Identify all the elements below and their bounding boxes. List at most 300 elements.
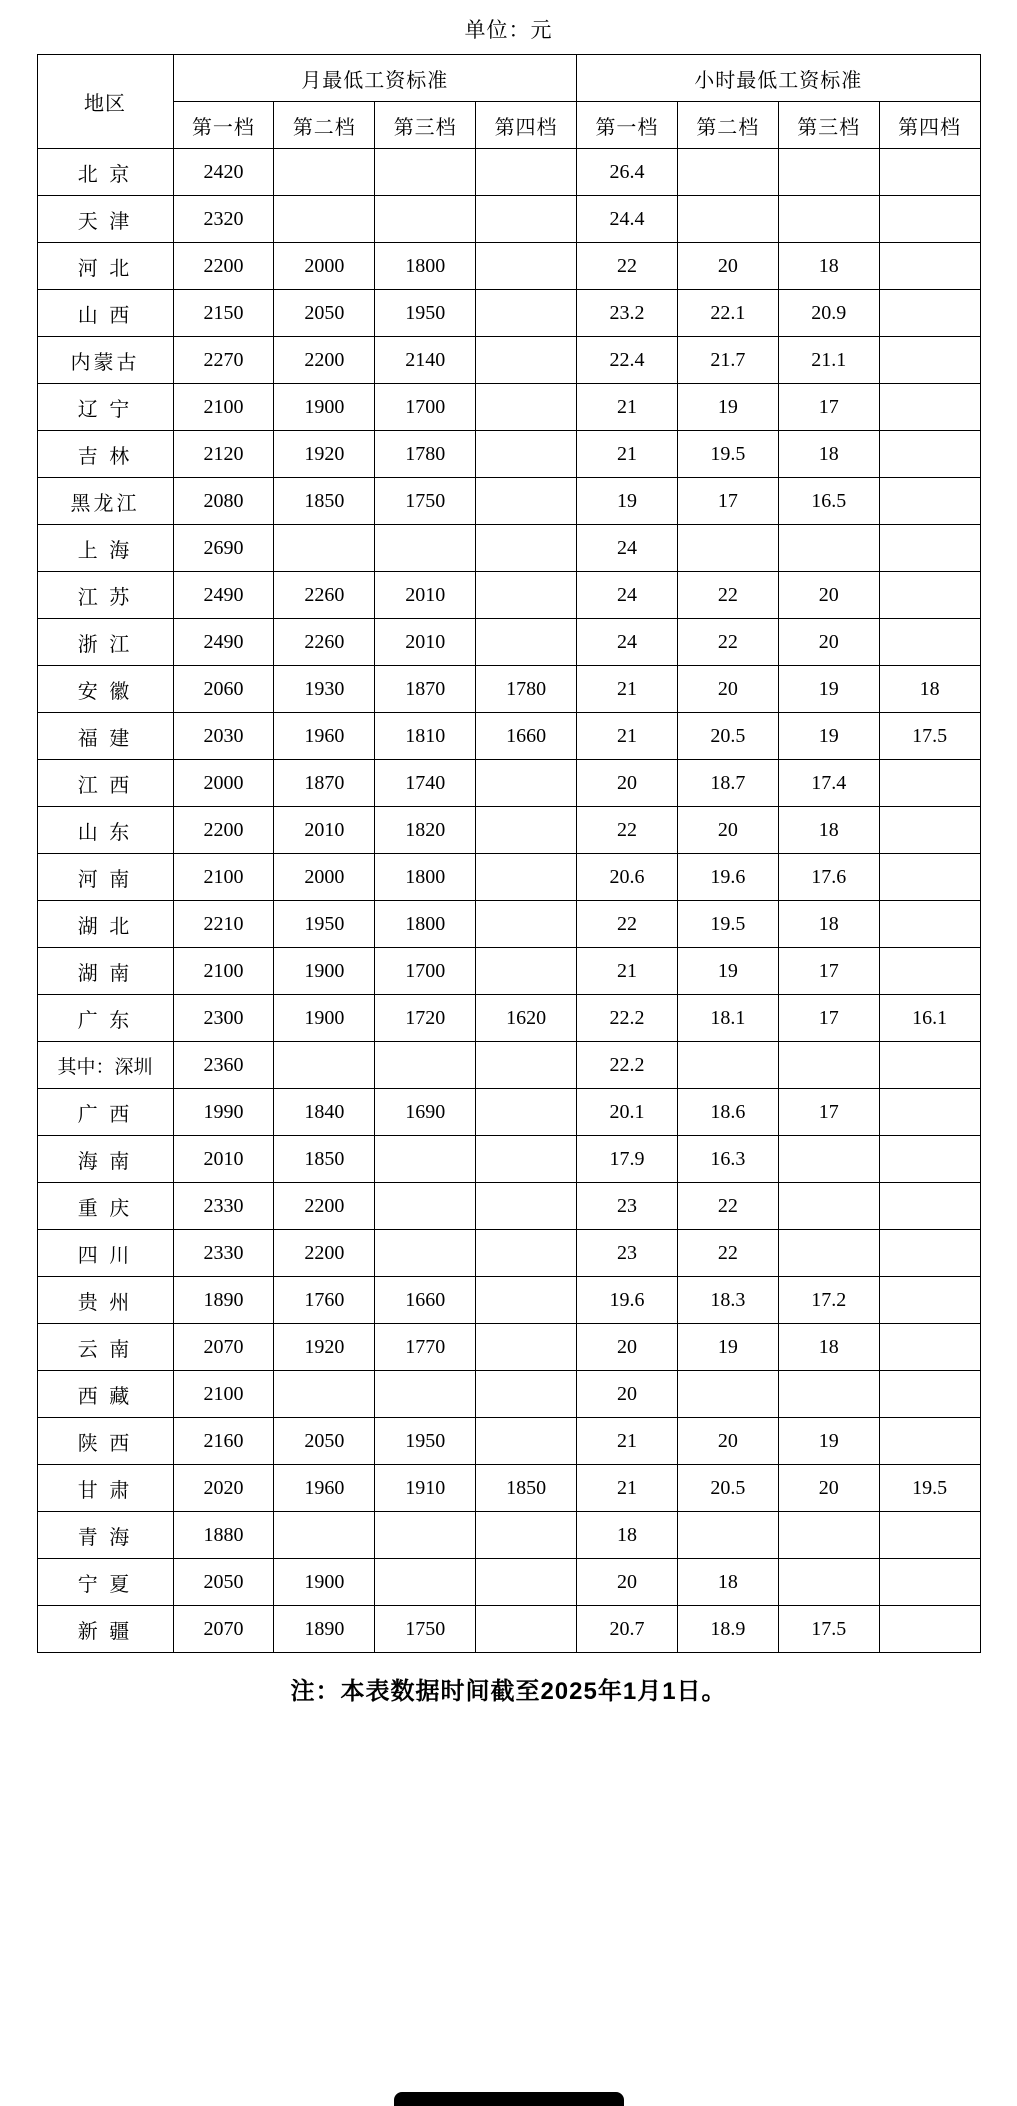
cell-hourly-tier-1: 19.6 [577, 1277, 678, 1324]
cell-hourly-tier-1: 22 [577, 243, 678, 290]
cell-monthly-tier-1: 2330 [173, 1230, 274, 1277]
table-row [37, 666, 980, 713]
cell-monthly-tier-1: 2070 [173, 1324, 274, 1371]
table-body [37, 149, 980, 1653]
table-header-row-tiers [37, 102, 980, 149]
cell-monthly-tier-3: 1700 [375, 384, 476, 431]
cell-hourly-tier-4: 17.5 [879, 713, 980, 760]
table-row [37, 854, 980, 901]
cell-monthly-tier-1: 2100 [173, 854, 274, 901]
cell-monthly-tier-3: 2010 [375, 619, 476, 666]
cell-hourly-tier-2: 20 [677, 1418, 778, 1465]
cell-hourly-tier-3: 19 [778, 1418, 879, 1465]
cell-hourly-tier-1: 24 [577, 619, 678, 666]
cell-hourly-tier-3 [778, 196, 879, 243]
cell-hourly-tier-4: 16.1 [879, 995, 980, 1042]
cell-hourly-tier-1: 20.6 [577, 854, 678, 901]
cell-hourly-tier-4 [879, 1512, 980, 1559]
row-region-label: 广 东 [37, 995, 173, 1042]
cell-hourly-tier-1: 20 [577, 1324, 678, 1371]
cell-hourly-tier-2: 18.9 [677, 1606, 778, 1653]
cell-hourly-tier-4 [879, 1606, 980, 1653]
cell-hourly-tier-4 [879, 243, 980, 290]
column-header-monthly-tier-3: 第三档 [375, 102, 476, 149]
cell-hourly-tier-2: 18.6 [677, 1089, 778, 1136]
cell-hourly-tier-4 [879, 290, 980, 337]
cell-monthly-tier-3 [375, 1371, 476, 1418]
cell-monthly-tier-3: 1950 [375, 290, 476, 337]
cell-monthly-tier-1: 2100 [173, 948, 274, 995]
column-header-monthly-tier-1: 第一档 [173, 102, 274, 149]
cell-hourly-tier-1: 23 [577, 1230, 678, 1277]
row-region-label: 辽 宁 [37, 384, 173, 431]
cell-hourly-tier-1: 21 [577, 384, 678, 431]
table-row [37, 1465, 980, 1512]
cell-hourly-tier-2 [677, 1512, 778, 1559]
cell-monthly-tier-4 [476, 1371, 577, 1418]
cell-hourly-tier-4 [879, 384, 980, 431]
cell-monthly-tier-4 [476, 243, 577, 290]
table-row [37, 196, 980, 243]
table-row [37, 1418, 980, 1465]
cell-hourly-tier-2: 19.5 [677, 431, 778, 478]
cell-hourly-tier-2: 18 [677, 1559, 778, 1606]
cell-monthly-tier-2: 1900 [274, 384, 375, 431]
cell-monthly-tier-3: 1780 [375, 431, 476, 478]
row-region-label: 河 北 [37, 243, 173, 290]
cell-hourly-tier-1: 22.4 [577, 337, 678, 384]
cell-hourly-tier-2 [677, 1042, 778, 1089]
cell-monthly-tier-4 [476, 1183, 577, 1230]
cell-monthly-tier-3 [375, 1136, 476, 1183]
cell-monthly-tier-4 [476, 1230, 577, 1277]
cell-monthly-tier-1: 2490 [173, 572, 274, 619]
cell-hourly-tier-4: 18 [879, 666, 980, 713]
cell-hourly-tier-1: 22.2 [577, 1042, 678, 1089]
cell-monthly-tier-3 [375, 149, 476, 196]
cell-hourly-tier-2: 22 [677, 1183, 778, 1230]
cell-monthly-tier-1: 2060 [173, 666, 274, 713]
cell-hourly-tier-3: 18 [778, 431, 879, 478]
cell-hourly-tier-2: 22.1 [677, 290, 778, 337]
table-row [37, 713, 980, 760]
row-region-label: 吉 林 [37, 431, 173, 478]
cell-hourly-tier-4 [879, 1418, 980, 1465]
table-row [37, 901, 980, 948]
cell-monthly-tier-4: 1660 [476, 713, 577, 760]
cell-monthly-tier-1: 2300 [173, 995, 274, 1042]
cell-hourly-tier-2 [677, 149, 778, 196]
cell-hourly-tier-4 [879, 1559, 980, 1606]
cell-monthly-tier-3 [375, 1230, 476, 1277]
cell-hourly-tier-2 [677, 196, 778, 243]
cell-hourly-tier-1: 23 [577, 1183, 678, 1230]
cell-monthly-tier-1: 2490 [173, 619, 274, 666]
cell-hourly-tier-4 [879, 948, 980, 995]
cell-monthly-tier-1: 2270 [173, 337, 274, 384]
cell-monthly-tier-3: 1800 [375, 243, 476, 290]
cell-hourly-tier-2 [677, 525, 778, 572]
cell-hourly-tier-3: 17 [778, 1089, 879, 1136]
row-region-label: 福 建 [37, 713, 173, 760]
cell-monthly-tier-3: 1720 [375, 995, 476, 1042]
cell-hourly-tier-3: 17.6 [778, 854, 879, 901]
cell-monthly-tier-3: 1910 [375, 1465, 476, 1512]
cell-monthly-tier-4 [476, 1418, 577, 1465]
cell-hourly-tier-4 [879, 1042, 980, 1089]
cell-hourly-tier-2: 22 [677, 572, 778, 619]
cell-hourly-tier-2: 22 [677, 1230, 778, 1277]
cell-hourly-tier-1: 17.9 [577, 1136, 678, 1183]
cell-monthly-tier-2: 2050 [274, 290, 375, 337]
cell-hourly-tier-4 [879, 1183, 980, 1230]
column-header-hourly-tier-4: 第四档 [879, 102, 980, 149]
cell-monthly-tier-3: 1660 [375, 1277, 476, 1324]
cell-hourly-tier-2: 20 [677, 666, 778, 713]
cell-hourly-tier-1: 20 [577, 1559, 678, 1606]
cell-hourly-tier-2: 16.3 [677, 1136, 778, 1183]
cell-hourly-tier-3 [778, 1512, 879, 1559]
cell-monthly-tier-1: 2000 [173, 760, 274, 807]
cell-monthly-tier-1: 1880 [173, 1512, 274, 1559]
home-indicator [394, 2092, 624, 2106]
cell-monthly-tier-2: 2260 [274, 619, 375, 666]
cell-monthly-tier-4 [476, 572, 577, 619]
cell-hourly-tier-3: 19 [778, 666, 879, 713]
cell-monthly-tier-2: 1890 [274, 1606, 375, 1653]
cell-monthly-tier-1: 2100 [173, 1371, 274, 1418]
cell-monthly-tier-3: 2010 [375, 572, 476, 619]
cell-hourly-tier-2 [677, 1371, 778, 1418]
cell-monthly-tier-2: 1950 [274, 901, 375, 948]
cell-monthly-tier-1: 2120 [173, 431, 274, 478]
cell-monthly-tier-3: 1750 [375, 1606, 476, 1653]
cell-hourly-tier-1: 21 [577, 713, 678, 760]
cell-hourly-tier-4 [879, 1136, 980, 1183]
cell-hourly-tier-1: 22.2 [577, 995, 678, 1042]
cell-monthly-tier-4 [476, 525, 577, 572]
cell-monthly-tier-2: 1930 [274, 666, 375, 713]
cell-monthly-tier-3 [375, 1183, 476, 1230]
cell-monthly-tier-3: 1800 [375, 901, 476, 948]
cell-hourly-tier-3: 20.9 [778, 290, 879, 337]
cell-hourly-tier-2: 22 [677, 619, 778, 666]
cell-hourly-tier-3 [778, 1559, 879, 1606]
table-row [37, 1512, 980, 1559]
cell-monthly-tier-2 [274, 149, 375, 196]
cell-monthly-tier-2 [274, 1371, 375, 1418]
cell-hourly-tier-4 [879, 760, 980, 807]
cell-monthly-tier-2: 2010 [274, 807, 375, 854]
row-region-label: 湖 南 [37, 948, 173, 995]
cell-monthly-tier-4 [476, 384, 577, 431]
cell-hourly-tier-1: 21 [577, 1465, 678, 1512]
cell-monthly-tier-4 [476, 619, 577, 666]
cell-monthly-tier-4 [476, 807, 577, 854]
cell-hourly-tier-1: 21 [577, 431, 678, 478]
cell-monthly-tier-1: 2030 [173, 713, 274, 760]
cell-hourly-tier-3: 20 [778, 1465, 879, 1512]
cell-monthly-tier-1: 2100 [173, 384, 274, 431]
row-region-label: 贵 州 [37, 1277, 173, 1324]
cell-monthly-tier-2 [274, 1512, 375, 1559]
cell-hourly-tier-4 [879, 149, 980, 196]
row-region-label: 内蒙古 [37, 337, 173, 384]
cell-monthly-tier-3: 2140 [375, 337, 476, 384]
cell-monthly-tier-3: 1870 [375, 666, 476, 713]
row-region-label: 天 津 [37, 196, 173, 243]
cell-monthly-tier-2: 2000 [274, 854, 375, 901]
cell-monthly-tier-2: 1850 [274, 1136, 375, 1183]
cell-monthly-tier-4 [476, 760, 577, 807]
cell-hourly-tier-4 [879, 807, 980, 854]
cell-hourly-tier-2: 19 [677, 1324, 778, 1371]
column-group-hourly: 小时最低工资标准 [577, 55, 981, 102]
cell-hourly-tier-4 [879, 1089, 980, 1136]
cell-monthly-tier-4: 1620 [476, 995, 577, 1042]
cell-monthly-tier-1: 2020 [173, 1465, 274, 1512]
cell-monthly-tier-4 [476, 196, 577, 243]
cell-monthly-tier-3: 1690 [375, 1089, 476, 1136]
cell-monthly-tier-1: 2150 [173, 290, 274, 337]
row-region-label: 江 西 [37, 760, 173, 807]
cell-monthly-tier-2: 2260 [274, 572, 375, 619]
cell-hourly-tier-2: 17 [677, 478, 778, 525]
row-region-label: 江 苏 [37, 572, 173, 619]
cell-hourly-tier-4 [879, 1277, 980, 1324]
cell-monthly-tier-3: 1800 [375, 854, 476, 901]
cell-monthly-tier-1: 2690 [173, 525, 274, 572]
cell-hourly-tier-3: 21.1 [778, 337, 879, 384]
column-header-monthly-tier-2: 第二档 [274, 102, 375, 149]
cell-hourly-tier-1: 19 [577, 478, 678, 525]
cell-monthly-tier-4 [476, 478, 577, 525]
cell-hourly-tier-3: 18 [778, 243, 879, 290]
cell-hourly-tier-1: 21 [577, 948, 678, 995]
cell-monthly-tier-3 [375, 1042, 476, 1089]
cell-hourly-tier-4 [879, 337, 980, 384]
table-row [37, 619, 980, 666]
table-row [37, 1559, 980, 1606]
cell-monthly-tier-3: 1950 [375, 1418, 476, 1465]
table-note: 注：本表数据时间截至2025年1月1日。 [290, 1678, 727, 1705]
table-row [37, 572, 980, 619]
cell-hourly-tier-3 [778, 1371, 879, 1418]
table-row [37, 1371, 980, 1418]
cell-monthly-tier-2: 1900 [274, 995, 375, 1042]
cell-monthly-tier-2: 1960 [274, 1465, 375, 1512]
row-region-label: 西 藏 [37, 1371, 173, 1418]
cell-hourly-tier-1: 22 [577, 901, 678, 948]
cell-monthly-tier-2: 1960 [274, 713, 375, 760]
table-row [37, 243, 980, 290]
cell-hourly-tier-2: 20 [677, 807, 778, 854]
cell-hourly-tier-1: 24 [577, 572, 678, 619]
cell-hourly-tier-1: 23.2 [577, 290, 678, 337]
cell-hourly-tier-2: 19 [677, 384, 778, 431]
cell-hourly-tier-3: 18 [778, 807, 879, 854]
cell-monthly-tier-1: 2050 [173, 1559, 274, 1606]
cell-monthly-tier-1: 2330 [173, 1183, 274, 1230]
cell-monthly-tier-2: 1870 [274, 760, 375, 807]
row-region-label: 湖 北 [37, 901, 173, 948]
cell-monthly-tier-2: 2050 [274, 1418, 375, 1465]
cell-monthly-tier-4 [476, 149, 577, 196]
cell-monthly-tier-4: 1850 [476, 1465, 577, 1512]
minimum-wage-table [37, 54, 981, 1653]
row-region-label: 山 西 [37, 290, 173, 337]
row-region-label: 海 南 [37, 1136, 173, 1183]
cell-monthly-tier-3 [375, 1512, 476, 1559]
cell-hourly-tier-3 [778, 525, 879, 572]
table-row [37, 431, 980, 478]
table-row [37, 149, 980, 196]
cell-monthly-tier-2 [274, 196, 375, 243]
row-region-label: 宁 夏 [37, 1559, 173, 1606]
table-row [37, 1089, 980, 1136]
cell-hourly-tier-3: 17 [778, 948, 879, 995]
cell-monthly-tier-4 [476, 1559, 577, 1606]
column-header-hourly-tier-3: 第三档 [778, 102, 879, 149]
row-region-label: 四 川 [37, 1230, 173, 1277]
table-row [37, 1324, 980, 1371]
cell-monthly-tier-4 [476, 1512, 577, 1559]
cell-monthly-tier-3: 1810 [375, 713, 476, 760]
cell-hourly-tier-4 [879, 1324, 980, 1371]
cell-hourly-tier-3: 17 [778, 384, 879, 431]
cell-monthly-tier-2: 1840 [274, 1089, 375, 1136]
cell-hourly-tier-2: 18.3 [677, 1277, 778, 1324]
cell-monthly-tier-1: 2080 [173, 478, 274, 525]
cell-monthly-tier-1: 2010 [173, 1136, 274, 1183]
cell-monthly-tier-4 [476, 337, 577, 384]
cell-hourly-tier-4 [879, 1371, 980, 1418]
cell-monthly-tier-1: 2160 [173, 1418, 274, 1465]
cell-monthly-tier-3 [375, 196, 476, 243]
table-row [37, 478, 980, 525]
cell-hourly-tier-1: 20.7 [577, 1606, 678, 1653]
table-row [37, 807, 980, 854]
cell-monthly-tier-3 [375, 1559, 476, 1606]
cell-hourly-tier-3: 16.5 [778, 478, 879, 525]
cell-monthly-tier-2 [274, 525, 375, 572]
cell-hourly-tier-3: 17.4 [778, 760, 879, 807]
cell-hourly-tier-3: 18 [778, 1324, 879, 1371]
row-region-label: 黑龙江 [37, 478, 173, 525]
cell-monthly-tier-1: 1990 [173, 1089, 274, 1136]
cell-monthly-tier-1: 2420 [173, 149, 274, 196]
table-row [37, 1183, 980, 1230]
cell-monthly-tier-2: 2200 [274, 1230, 375, 1277]
table-row [37, 1606, 980, 1653]
row-region-label: 重 庆 [37, 1183, 173, 1230]
cell-monthly-tier-4 [476, 1136, 577, 1183]
cell-monthly-tier-2: 2000 [274, 243, 375, 290]
cell-monthly-tier-4 [476, 1277, 577, 1324]
cell-hourly-tier-1: 21 [577, 666, 678, 713]
cell-monthly-tier-4 [476, 1042, 577, 1089]
cell-hourly-tier-4 [879, 525, 980, 572]
cell-hourly-tier-3: 17 [778, 995, 879, 1042]
cell-hourly-tier-3: 20 [778, 619, 879, 666]
cell-hourly-tier-3 [778, 149, 879, 196]
cell-monthly-tier-2: 1920 [274, 1324, 375, 1371]
cell-monthly-tier-2: 1760 [274, 1277, 375, 1324]
cell-hourly-tier-3: 19 [778, 713, 879, 760]
cell-hourly-tier-2: 19.5 [677, 901, 778, 948]
cell-hourly-tier-4: 19.5 [879, 1465, 980, 1512]
table-row [37, 290, 980, 337]
cell-hourly-tier-4 [879, 572, 980, 619]
cell-hourly-tier-1: 24 [577, 525, 678, 572]
cell-monthly-tier-1: 1890 [173, 1277, 274, 1324]
cell-hourly-tier-1: 20 [577, 1371, 678, 1418]
cell-monthly-tier-1: 2200 [173, 807, 274, 854]
column-group-monthly: 月最低工资标准 [173, 55, 577, 102]
cell-hourly-tier-2: 20.5 [677, 713, 778, 760]
table-row [37, 760, 980, 807]
table-row [37, 1277, 980, 1324]
cell-monthly-tier-4 [476, 1324, 577, 1371]
table-row [37, 995, 980, 1042]
row-region-label: 青 海 [37, 1512, 173, 1559]
cell-monthly-tier-1: 2210 [173, 901, 274, 948]
row-region-label: 新 疆 [37, 1606, 173, 1653]
table-row [37, 384, 980, 431]
cell-hourly-tier-3: 17.2 [778, 1277, 879, 1324]
cell-hourly-tier-4 [879, 901, 980, 948]
cell-monthly-tier-1: 2200 [173, 243, 274, 290]
cell-hourly-tier-1: 22 [577, 807, 678, 854]
row-region-label: 陕 西 [37, 1418, 173, 1465]
cell-monthly-tier-3: 1740 [375, 760, 476, 807]
cell-monthly-tier-2: 1850 [274, 478, 375, 525]
column-header-hourly-tier-1: 第一档 [577, 102, 678, 149]
cell-hourly-tier-2: 21.7 [677, 337, 778, 384]
cell-hourly-tier-2: 20 [677, 243, 778, 290]
cell-monthly-tier-2: 1920 [274, 431, 375, 478]
cell-hourly-tier-3: 17.5 [778, 1606, 879, 1653]
cell-hourly-tier-2: 18.7 [677, 760, 778, 807]
cell-monthly-tier-4: 1780 [476, 666, 577, 713]
cell-monthly-tier-4 [476, 901, 577, 948]
cell-hourly-tier-1: 20.1 [577, 1089, 678, 1136]
row-region-label: 河 南 [37, 854, 173, 901]
cell-hourly-tier-3 [778, 1183, 879, 1230]
cell-hourly-tier-3 [778, 1042, 879, 1089]
cell-hourly-tier-4 [879, 431, 980, 478]
cell-monthly-tier-1: 2320 [173, 196, 274, 243]
cell-monthly-tier-1: 2360 [173, 1042, 274, 1089]
cell-hourly-tier-2: 18.1 [677, 995, 778, 1042]
row-region-label: 山 东 [37, 807, 173, 854]
table-row [37, 1136, 980, 1183]
cell-hourly-tier-3: 20 [778, 572, 879, 619]
column-header-monthly-tier-4: 第四档 [476, 102, 577, 149]
cell-hourly-tier-3: 18 [778, 901, 879, 948]
cell-hourly-tier-3 [778, 1136, 879, 1183]
row-region-label: 浙 江 [37, 619, 173, 666]
cell-hourly-tier-1: 20 [577, 760, 678, 807]
table-row [37, 1042, 980, 1089]
cell-monthly-tier-2: 1900 [274, 1559, 375, 1606]
cell-monthly-tier-4 [476, 1089, 577, 1136]
cell-monthly-tier-3 [375, 525, 476, 572]
cell-monthly-tier-2 [274, 1042, 375, 1089]
cell-hourly-tier-1: 21 [577, 1418, 678, 1465]
cell-monthly-tier-4 [476, 431, 577, 478]
table-row [37, 337, 980, 384]
